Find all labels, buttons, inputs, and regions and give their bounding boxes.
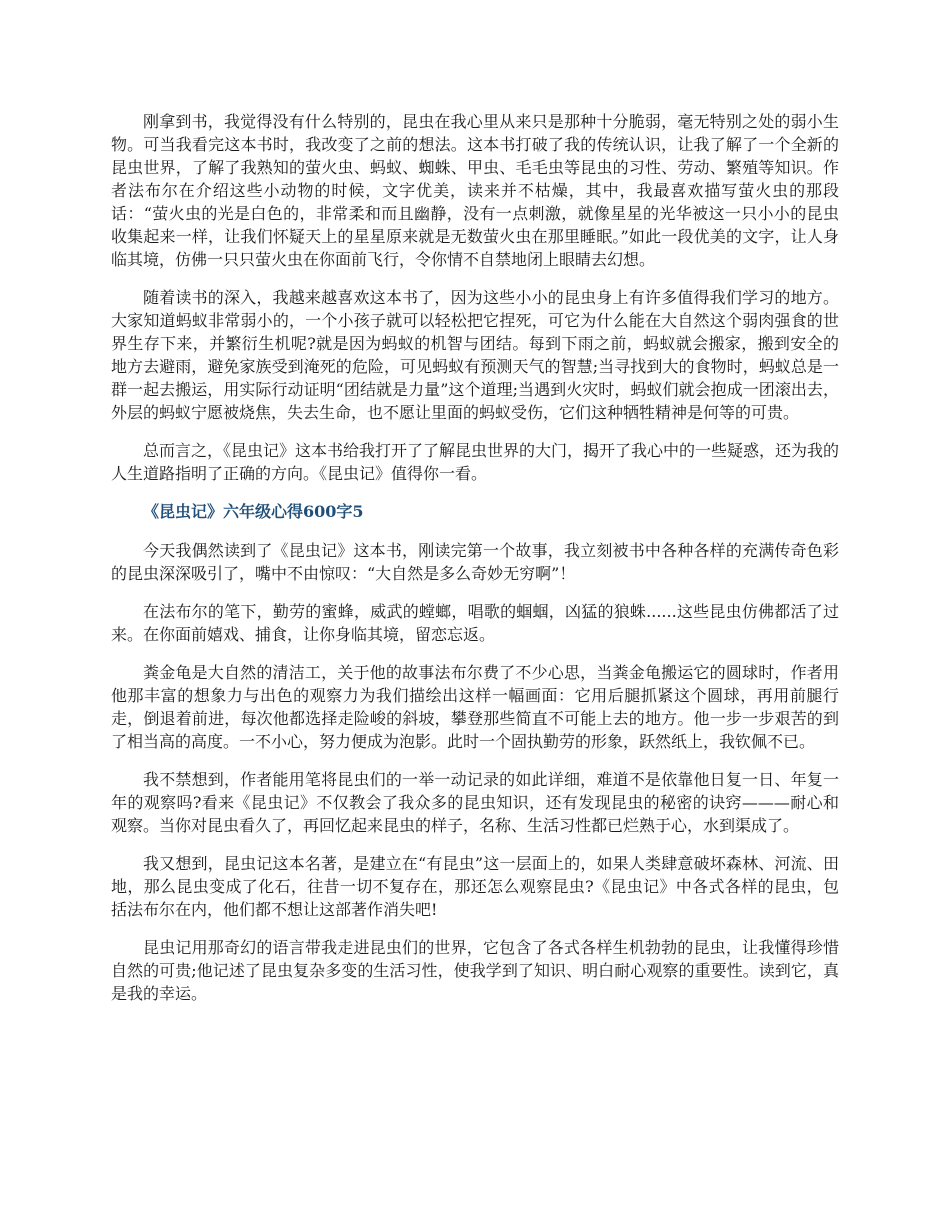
intro-paragraph-2: 随着读书的深入，我越来越喜欢这本书了，因为这些小小的昆虫身上有许多值得我们学习的地方。大家知道蚂蚁非常弱小的，一个小孩子就可以轻松把它捏死，可它为什么能在大自然这个弱肉强食的世界生存下来，并繁衍生机呢?就是因为蚂蚁的机智与团结。每到下雨之前，蚂蚁就会搬家，搬到安全的地方去避雨，避免家族受到淹死的危险，可见蚂蚁有预测天气的智慧;当寻找到大的食物时，蚂蚁总是一群一起去搬运，用实际行动证明“团结就是力量”这个道理;当遇到火灾时，蚂蚁们就会抱成一团滚出去，外层的蚂蚁宁愿被烧焦，失去生命，也不愿让里面的蚂蚁受伤，它们这种牺牲精神是何等的可贵。 — [111, 288, 839, 422]
section-paragraph-5: 我又想到，昆虫记这本名著，是建立在“有昆虫”这一层面上的，如果人类肆意破坏森林、河流、田地，那么昆虫变成了化石，往昔一切不复存在，那还怎么观察昆虫?《昆虫记》中各式各样的昆虫，包括法布尔在内，他们都不想让这部著作消失吧! — [111, 854, 839, 919]
document-page — [111, 110, 839, 1020]
section-paragraph-3: 粪金龟是大自然的清洁工，关于他的故事法布尔费了不少心思，当粪金龟搬运它的圆球时，作者用他那丰富的想象力与出色的观察力为我们描绘出这样一幅画面：它用后腿抓紧这个圆球，再用前腿行走，倒退着前进，每次他都选择走险峻的斜坡，攀登那些简直不可能上去的地方。他一步一步艰苦的到了相当高的高度。一不小心，努力便成为泡影。此时一个固执勤劳的形象，跃然纸上，我钦佩不已。 — [111, 663, 839, 751]
section-paragraph-4: 我不禁想到，作者能用笔将昆虫们的一举一动记录的如此详细，难道不是依靠他日复一日、年复一年的观察吗?看来《昆虫记》不仅教会了我众多的昆虫知识，还有发现昆虫的秘密的诀窍———耐心和观察。当你对昆虫看久了，再回忆起来昆虫的样子，名称、生活习性都已烂熟于心，水到渠成了。 — [111, 770, 839, 835]
section-paragraph-1: 今天我偶然读到了《昆虫记》这本书，刚读完第一个故事，我立刻被书中各种各样的充满传奇色彩的昆虫深深吸引了，嘴中不由惊叹：“大自然是多么奇妙无穷啊”！ — [111, 541, 839, 583]
intro-paragraph-3: 总而言之，《昆虫记》这本书给我打开了了解昆虫世界的大门，揭开了我心中的一些疑惑，还为我的人生道路指明了正确的方向。《昆虫记》值得你一看。 — [111, 441, 840, 483]
section-heading: 《昆虫记》六年级心得600字5 — [143, 502, 364, 521]
intro-paragraph-1: 刚拿到书，我觉得没有什么特别的，昆虫在我心里从来只是那种十分脆弱，毫无特别之处的弱小生物。可当我看完这本书时，我改变了之前的想法。这本书打破了我的传统认识，让我了解了一个全新的昆虫世界，了解了我熟知的萤火虫、蚂蚁、蜘蛛、甲虫、毛毛虫等昆虫的习性、劳动、繁殖等知识。作者法布尔在介绍这些小动物的时候，文字优美，读来并不枯燥，其中，我最喜欢描写萤火虫的那段话：“萤火虫的光是白色的，非常柔和而且幽静，没有一点刺激，就像星星的光华被这一只小小的昆虫收集起来一样，让我们怀疑天上的星星原来就是无数萤火虫在那里睡眠。”如此一段优美的文字，让人身临其境，仿佛一只只萤火虫在你面前飞行，令你情不自禁地闭上眼睛去幻想。 — [111, 112, 839, 269]
section-paragraph-6: 昆虫记用那奇幻的语言带我走进昆虫们的世界，它包含了各式各样生机勃勃的昆虫，让我懂得珍惜自然的可贵;他记述了昆虫复杂多变的生活习性，使我学到了知识、明白耐心观察的重要性。读到它，真是我的幸运。 — [111, 938, 839, 1003]
section-paragraph-2: 在法布尔的笔下，勤劳的蜜蜂，威武的螳螂，唱歌的蝈蝈，凶猛的狼蛛......这些昆虫仿佛都活了过来。在你面前嬉戏、捕食，让你身临其境，留恋忘返。 — [111, 602, 839, 644]
